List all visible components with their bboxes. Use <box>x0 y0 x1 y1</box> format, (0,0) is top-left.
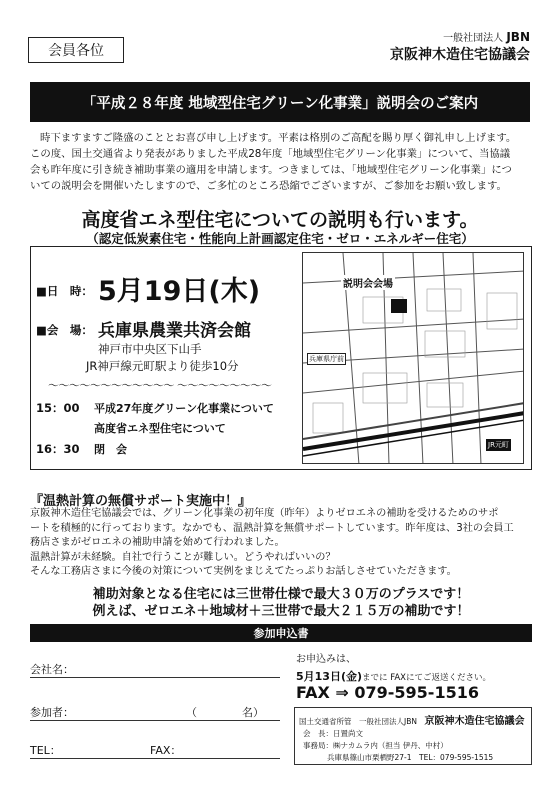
map-venue-label: 説明会会場 <box>341 275 395 290</box>
intro-line: 会も昨年度に引き続き補助事業の適用を申請します。つきましては、「地域型住宅グリーン化事業」につ <box>30 164 512 176</box>
schedule-time: 16：30 <box>36 442 80 456</box>
count-suffix: 名） <box>242 706 264 719</box>
support-line: そんな工務店さまに今後の対策について実例をまじえてたっぷりお話しさせていただきます。 <box>30 566 457 577</box>
org-prefix: 一般社団法人 JBN <box>443 30 530 44</box>
footer-org: 国土交通省所管 一般社団法人JBN 京阪神木造住宅協議会 <box>299 716 525 727</box>
deadline-suffix: までに FAXにてご返送ください。 <box>362 673 491 683</box>
title-banner: 「平成２８年度 地域型住宅グリーン化事業」説明会のご案内 <box>30 82 530 122</box>
support-line: 務店さまがゼロエネの補助申請を始めて行われました。 <box>30 537 285 548</box>
highlight-line: 補助対象となる住宅には三世帯仕様で最大３０万のプラスです！ <box>92 587 470 602</box>
schedule-time: 15：00 <box>36 401 80 415</box>
support-body <box>30 507 535 580</box>
support-title: 『温熱計算の無償サポート実施中！』 <box>30 494 252 509</box>
company-label: 会社名： <box>30 663 74 676</box>
venue-map <box>302 252 524 464</box>
highlight-line: 例えば、ゼロエネ＋地域材＋三世帯で最大２１５万の補助です！ <box>92 604 470 619</box>
support-line: 温熱計算が未経験。自社で行うことが難しい。どうやればいいの？ <box>30 551 336 563</box>
intro-line: いての説明会を開催いたしますので、ご多忙のところ恐縮でございますが、ご参加をお願い致します。 <box>30 180 507 192</box>
wave-divider: ～～～～～～～～～～～～ ～～～～～～～～～ <box>48 379 272 392</box>
attendee-label: 参加者： <box>30 706 74 719</box>
deadline-date: 5月13日(金) <box>296 670 363 683</box>
form-title: 参加申込書 <box>30 624 532 642</box>
venue-label: ■会 場： <box>36 323 93 337</box>
apply-intro: お申込みは、 <box>296 654 356 665</box>
venue-value: 兵庫県農業共済会館 <box>98 321 251 341</box>
schedule-item: 閉 会 <box>94 443 127 456</box>
company-field[interactable] <box>30 677 280 678</box>
footer-office: 事務局：㈱ナカムラ内（担当 伊丹、中村） <box>303 741 448 750</box>
footer-contact <box>294 707 532 765</box>
tel-fax-field[interactable] <box>30 758 280 759</box>
map-city-hall-label: 兵庫県庁前 <box>309 355 344 363</box>
footer-address: 兵庫県篠山市栗栖野27-1 TEL：079-595-1515 <box>327 753 494 762</box>
fax-number: FAX ⇒ 079-595-1516 <box>296 683 479 702</box>
addressee-badge: 会員各位 <box>28 37 124 63</box>
sub-headline: （認定低炭素住宅・性能向上計画認定住宅・ゼロ・エネルギー住宅） <box>86 231 474 246</box>
schedule-item: 高度省エネ型住宅について <box>94 422 226 435</box>
support-line: 京阪神木造住宅協議会では、グリーン化事業の初年度（昨年）よりゼロエネの補助を受けるためのサポ <box>30 508 499 519</box>
tel-label: TEL： <box>30 744 61 757</box>
footer-chair: 会 長：日置尚文 <box>303 729 363 738</box>
main-headline: 高度省エネ型住宅についての説明も行います。 <box>81 209 479 231</box>
schedule-item: 平成27年度グリーン化事業について <box>94 402 274 415</box>
fax-label: FAX： <box>150 744 182 757</box>
date-label: ■日 時： <box>36 284 93 298</box>
org-name: 京阪神木造住宅協議会 <box>390 47 530 63</box>
count-paren-open: （ <box>186 706 197 719</box>
date-value: 5月19日(木) <box>98 276 261 307</box>
support-line: ートを積極的に行っております。なかでも、温熱計算を無償サポートしています。昨年度は、3社の会員工 <box>30 522 514 534</box>
venue-address: 神戸市中央区下山手 <box>98 342 202 356</box>
apply-deadline <box>296 668 491 684</box>
intro-paragraph <box>30 130 532 194</box>
venue-access: JR神戸線元町駅より徒歩10分 <box>86 359 239 373</box>
intro-line: この度、国土交通省より発表がありました平成28年度「地域型住宅グリーン化事業」について、当協議 <box>30 148 511 160</box>
attendee-field[interactable] <box>30 720 280 721</box>
map-station-label: JR元町 <box>488 441 509 449</box>
intro-line: 時下ますますご隆盛のこととお喜び申し上げます。平素は格別のご高配を賜り厚く御礼申し上げます。 <box>40 132 517 144</box>
